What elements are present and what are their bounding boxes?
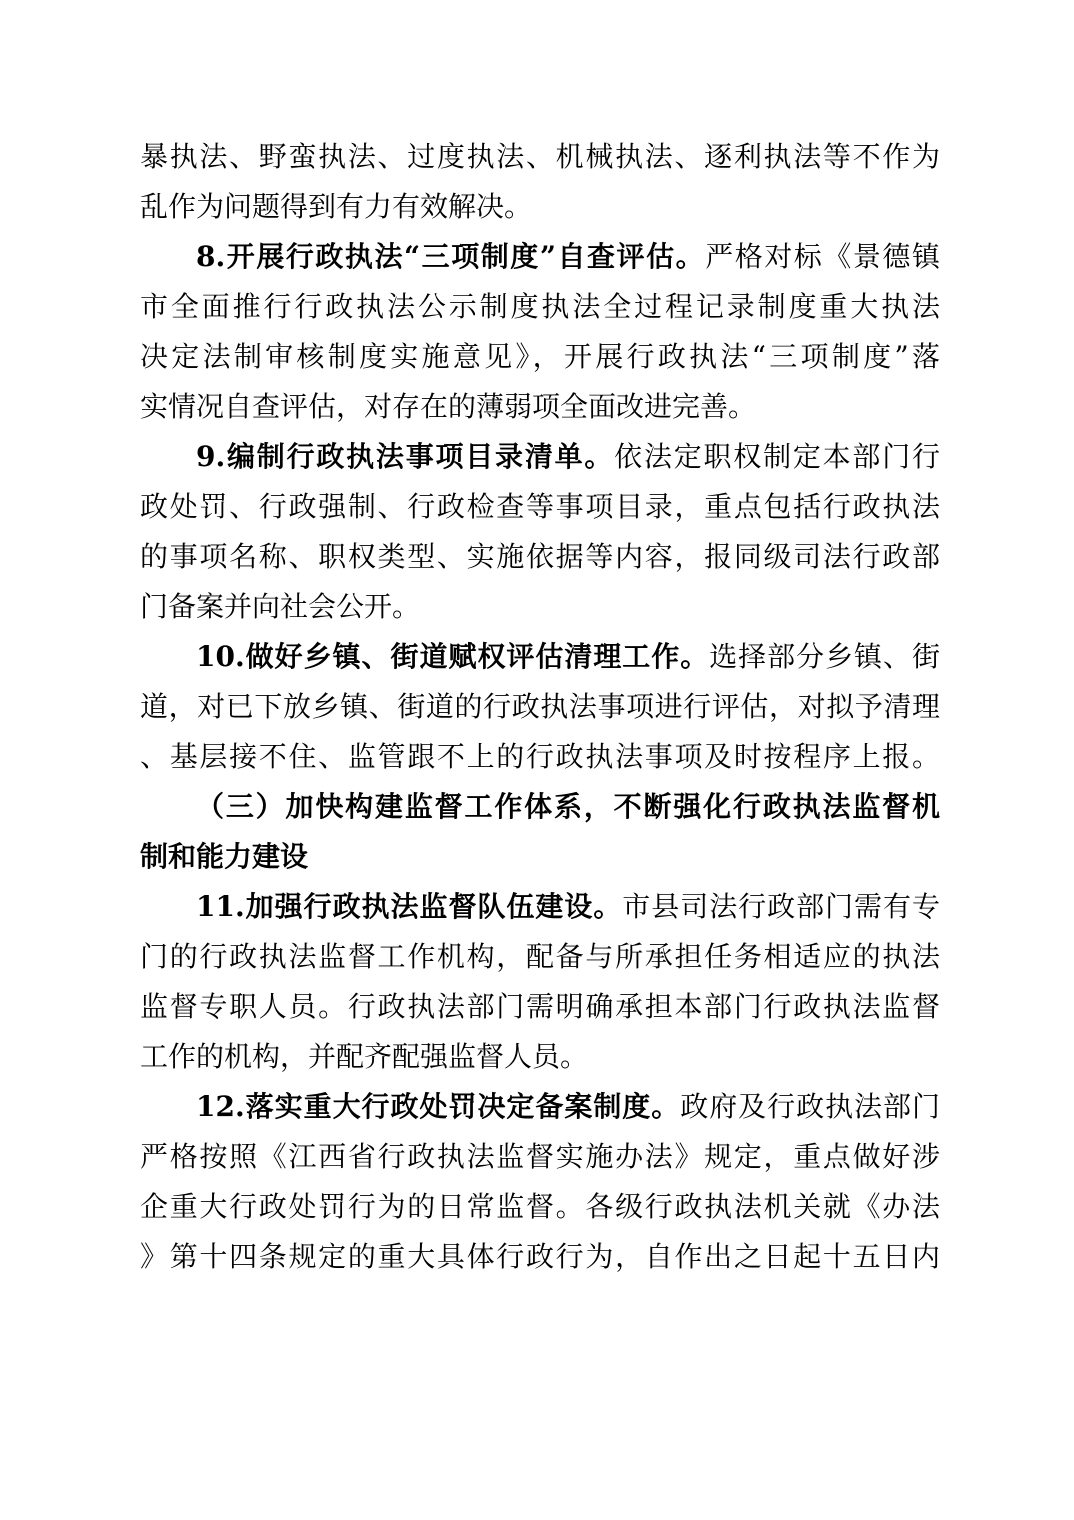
text-line: [140, 132, 940, 182]
text-line: [140, 282, 940, 332]
text-segment: 依法定职权制定本部门行: [614, 440, 940, 473]
text-block: [140, 132, 940, 1282]
text-segment: 政处罚、行政强制、行政检查等事项目录，重点包括行政执法: [140, 490, 940, 523]
text-segment: 市全面推行行政执法公示制度执法全过程记录制度重大执法: [140, 290, 940, 323]
text-line: [140, 932, 940, 982]
text-segment-bold: 11.加强行政执法监督队伍建设。: [196, 890, 623, 923]
text-line: [140, 232, 940, 282]
text-segment: 道，对已下放乡镇、街道的行政执法事项进行评估，对拟予清理: [140, 690, 940, 723]
text-segment-bold: 9.编制行政执法事项目录清单。: [196, 440, 615, 473]
text-line: [140, 882, 940, 932]
text-line: [140, 682, 940, 732]
text-segment: 乱作为问题得到有力有效解决。: [140, 190, 533, 223]
text-line: [140, 1032, 940, 1082]
text-line: [140, 982, 940, 1032]
text-segment: 工作的机构，并配齐配强监督人员。: [140, 1040, 589, 1073]
text-line: [140, 1082, 940, 1132]
text-segment: 监督专职人员。行政执法部门需明确承担本部门行政执法监督: [140, 990, 940, 1023]
text-segment: 暴执法、野蛮执法、过度执法、机械执法、逐利执法等不作为: [140, 140, 940, 173]
text-segment: 门备案并向社会公开。: [140, 590, 421, 623]
text-segment: 严格对标《景德镇: [705, 240, 940, 273]
text-segment: 决定法制审核制度实施意见》，开展行政执法“三项制度”落: [140, 340, 940, 373]
text-segment: 选择部分乡镇、街: [709, 640, 940, 673]
text-segment: 市县司法行政部门需有专: [622, 890, 940, 923]
text-segment-bold: （三）加快构建监督工作体系，不断强化行政执法监督机: [196, 790, 940, 823]
text-line: [140, 382, 940, 432]
text-segment: 的事项名称、职权类型、实施依据等内容，报同级司法行政部: [140, 540, 940, 573]
text-segment: 、基层接不住、监管跟不上的行政执法事项及时按程序上报。: [140, 740, 940, 773]
text-segment-bold: 制和能力建设: [140, 840, 309, 873]
text-line: [140, 432, 940, 482]
text-segment: 实情况自查评估，对存在的薄弱项全面改进完善。: [140, 390, 757, 423]
text-segment: 企重大行政处罚行为的日常监督。各级行政执法机关就《办法: [140, 1190, 940, 1223]
text-segment: 》第十四条规定的重大具体行政行为，自作出之日起十五日内: [140, 1240, 940, 1273]
text-line: [140, 1182, 940, 1232]
text-line: [140, 832, 940, 882]
text-line: [140, 482, 940, 532]
text-segment: 严格按照《江西省行政执法监督实施办法》规定，重点做好涉: [140, 1140, 940, 1173]
text-line: [140, 582, 940, 632]
text-segment-bold: 8.开展行政执法“三项制度”自查评估。: [196, 240, 706, 273]
text-segment: 门的行政执法监督工作机构，配备与所承担任务相适应的执法: [140, 940, 940, 973]
text-line: [140, 532, 940, 582]
text-line: [140, 1232, 940, 1282]
text-segment: 政府及行政执法部门: [680, 1090, 940, 1123]
text-segment-bold: 10.做好乡镇、街道赋权评估清理工作。: [196, 640, 710, 673]
text-line: [140, 332, 940, 382]
text-line: [140, 632, 940, 682]
text-line: [140, 732, 940, 782]
text-line: [140, 782, 940, 832]
text-line: [140, 1132, 940, 1182]
text-segment-bold: 12.落实重大行政处罚决定备案制度。: [196, 1090, 681, 1123]
text-line: [140, 182, 940, 232]
